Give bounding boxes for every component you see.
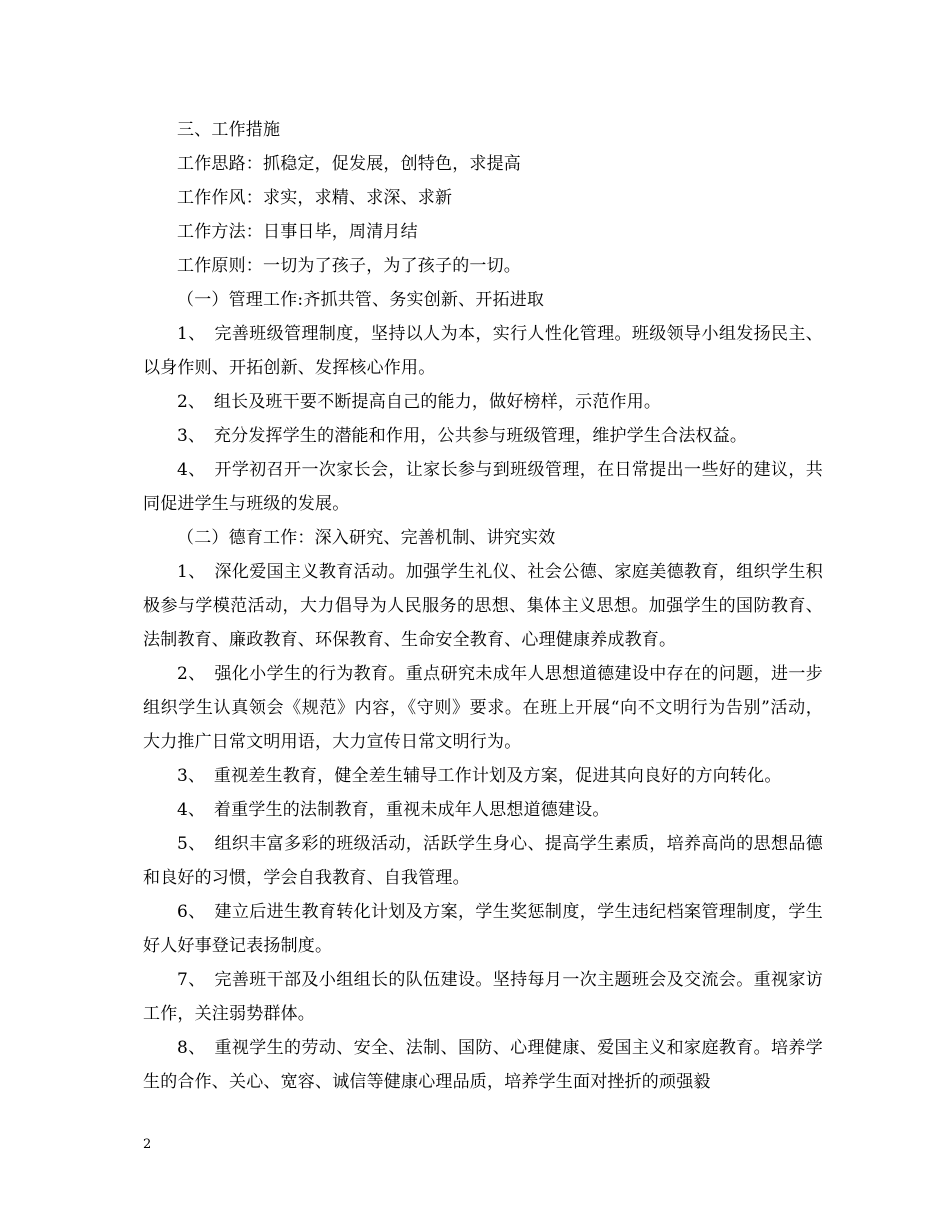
paragraph: 7、 完善班干部及小组组长的队伍建设。坚持每月一次主题班会及交流会。重视家访工作，关注弱势群体。 bbox=[143, 970, 823, 1024]
paragraph: 2、 强化小学生的行为教育。重点研究未成年人思想道德建设中存在的问题，进一步组织学生认真领会《规范》内容，《守则》要求。在班上开展“向不文明行为告别”活动，大力推广日常文明用语，大力宣传日常文明行为。 bbox=[143, 664, 823, 752]
paragraph: 1、 完善班级管理制度，坚持以人为本，实行人性化管理。班级领导小组发扬民主、以身作则、开拓创新、发挥核心作用。 bbox=[143, 324, 823, 378]
paragraph: 8、 重视学生的劳动、安全、法制、国防、心理健康、爱国主义和家庭教育。培养学生的合作、关心、宽容、诚信等健康心理品质，培养学生面对挫折的顽强毅 bbox=[143, 1038, 823, 1092]
paragraph: 3、 重视差生教育，健全差生辅导工作计划及方案，促进其向良好的方向转化。 bbox=[177, 766, 782, 786]
paragraph: 5、 组织丰富多彩的班级活动，活跃学生身心、提高学生素质，培养高尚的思想品德和良好的习惯，学会自我教育、自我管理。 bbox=[143, 834, 823, 888]
paragraph-work-principle: 工作原则：一切为了孩子，为了孩子的一切。 bbox=[177, 256, 521, 276]
paragraph: 6、 建立后进生教育转化计划及方案，学生奖惩制度，学生违纪档案管理制度，学生好人好事登记表扬制度。 bbox=[143, 902, 823, 956]
page-number: 2 bbox=[143, 1137, 152, 1152]
subsection-heading-management: （一）管理工作:齐抓共管、务实创新、开拓进取 bbox=[177, 290, 545, 310]
paragraph-work-style: 工作作风：求实，求精、求深、求新 bbox=[177, 188, 453, 208]
paragraph: 4、 开学初召开一次家长会，让家长参与到班级管理，在日常提出一些好的建议，共同促进学生与班级的发展。 bbox=[143, 460, 823, 514]
paragraph: 3、 充分发挥学生的潜能和作用，公共参与班级管理，维护学生合法权益。 bbox=[177, 426, 748, 446]
section-heading: 三、工作措施 bbox=[177, 120, 281, 140]
paragraph: 2、 组长及班干要不断提高自己的能力，做好榜样，示范作用。 bbox=[177, 392, 662, 412]
paragraph-work-idea: 工作思路：抓稳定，促发展，创特色，求提高 bbox=[177, 154, 521, 174]
paragraph: 1、 深化爱国主义教育活动。加强学生礼仪、社会公德、家庭美德教育，组织学生积极参与学模范活动，大力倡导为人民服务的思想、集体主义思想。加强学生的国防教育、法制教育、廉政教育、环保教育、生命安全教育、心理健康养成教育。 bbox=[143, 562, 823, 650]
paragraph: 4、 着重学生的法制教育，重视未成年人思想道德建设。 bbox=[177, 800, 610, 820]
document-body bbox=[143, 113, 823, 1099]
paragraph-work-method: 工作方法：日事日毕，周清月结 bbox=[177, 222, 418, 242]
subsection-heading-moral-education: （二）德育工作：深入研究、完善机制、讲究实效 bbox=[177, 528, 556, 548]
